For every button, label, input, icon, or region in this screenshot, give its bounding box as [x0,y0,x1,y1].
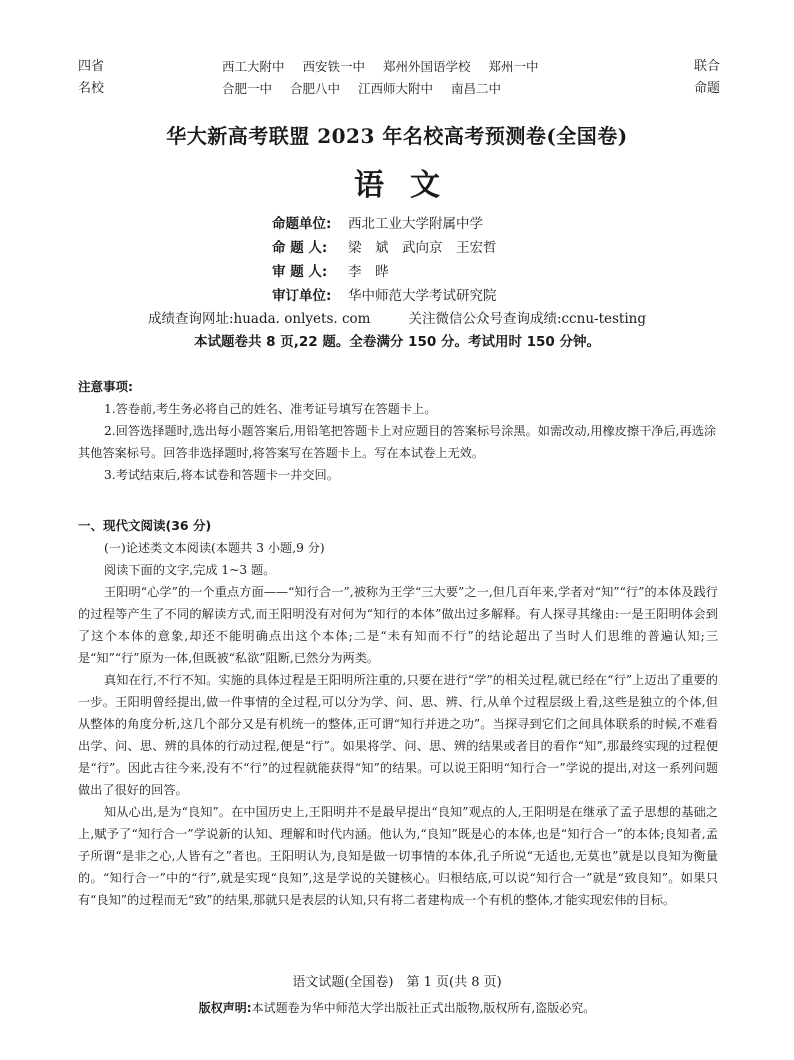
header-schools-row-1 [222,56,539,78]
header-schools [222,56,539,100]
credit-key: 命题单位: [272,216,332,232]
copyright-label: 版权声明: [198,1001,252,1015]
exam-title: 华大新高考联盟 2023 年名校高考预测卷(全国卷) [166,124,628,148]
credit-row [272,212,497,236]
passage-paragraph: 真知在行,不行不知。实施的具体过程是王阳明所注重的,只要在进行“学”的相关过程,就已经在“行”上迈出了重要的一步。王阳明曾经提出,做一件事情的全过程,可以分为学、问、思、辨、行,从单个过程层级上看,这些是独立的个体,但从整体的角度分析,这几个部分又是有机统一的整体,正可谓“知行并进之功”。当探寻到它们之间具体联系的时候,不难看出学、问、思、辨的具体的行动过程,便是“行”。如果将学、问、思、辨的结果或者目的看作“知”,那最终实现的过程便是“行”。因此古往今来,没有不“行”的过程就能获得“知”的结果。可以说王阳明“知行合一”学说的提出,对这一系列问题做出了很好的回答。 [78,673,718,797]
header-left-top: 四省 [78,59,105,74]
header-right [694,56,720,100]
school-name: 西工大附中 [222,59,285,74]
copyright-text: 本试题卷为华中师范大学出版社正式出版物,版权所有,盗版必究。 [251,1001,596,1015]
section-heading: 一、现代文阅读(36 分) [78,518,212,533]
school-name: 江西师大附中 [358,81,434,96]
header-schools-row-2 [222,78,539,100]
score-query-line [0,307,794,327]
credit-value: 西北工业大学附属中学 [348,216,483,232]
credit-value: 华中师范大学考试研究院 [348,288,497,304]
exam-info: 本试题卷共 8 页,22 题。全卷满分 150 分。考试用时 150 分钟。 [193,334,601,350]
notice-title: 注意事项: [78,379,133,394]
school-name: 郑州一中 [488,59,539,74]
credits-block [272,212,497,308]
credit-value: 李 晔 [348,264,389,280]
score-query-site: 成绩查询网址:huada. onlyets. com [148,311,371,327]
passage-paragraph: 王阳明“心学”的一个重点方面——“知行合一”,被称为王学“三大要”之一,但几百年来,学者对“知”“行”的本体及践行的过程等产生了不同的解读方式,而王阳明没有对何为“知行的本体”做出过多解释。有人探寻其缘由:一是王阳明体会到了这个本体的意象,却还不能明确点出这个本体;二是“未有知而不行”的结论超出了当时人们思维的普遍认知;三是“知”“行”原为一体,但既被“私欲”阻断,已然分为两类。 [78,585,718,665]
notice-item: 3.考试结束后,将本试卷和答题卡一并交回。 [104,468,339,482]
header-right-bottom: 命题 [693,81,720,96]
notice-block [78,376,718,486]
school-name: 南昌二中 [451,81,502,96]
copyright-notice [0,999,794,1016]
page-footer: 语文试题(全国卷) 第 1 页(共 8 页) [292,975,502,990]
school-name: 合肥一中 [222,81,273,96]
header-left [78,56,104,100]
section-instruction: 阅读下面的文字,完成 1~3 题。 [104,563,276,577]
credit-key: 审订单位: [272,288,332,304]
passage-paragraph: 知从心出,是为“良知”。在中国历史上,王阳明并不是最早提出“良知”观点的人,王阳明是在继承了孟子思想的基础之上,赋予了“知行合一”学说新的认知、理解和时代内涵。他认为,“良知”既是心的本体,也是“知行合一”的本体;良知者,孟子所谓“是非之心,人皆有之”者也。王阳明认为,良知是做一切事情的本体,孔子所说“无适也,无莫也”就是以良知为衡量的。“知行合一”中的“行”,就是实现“良知”,这是学说的关键核心。归根结底,可以说“知行合一”就是“致良知”。如果只有“良知”的过程而无“致”的结果,那就只是表层的认知,只有将二者建构成一个有机的整体,才能实现宏伟的目标。 [78,805,718,907]
credit-row [272,284,497,308]
credit-key: 审 题 人: [272,264,328,280]
credit-value: 梁 斌 武向京 王宏哲 [348,240,497,256]
credit-key: 命 题 人: [272,240,328,256]
reading-section [78,515,718,911]
subject-title: 语文 [354,168,466,203]
school-name: 西安铁一中 [302,59,366,74]
school-name: 合肥八中 [290,81,341,96]
score-query-wechat: 关注微信公众号查询成绩:ccnu-testing [408,311,646,327]
header-right-top: 联合 [693,59,720,74]
credit-row [272,260,497,284]
notice-item: 2.回答选择题时,选出每小题答案后,用铅笔把答题卡上对应题目的答案标号涂黑。如需改动,用橡皮擦干净后,再选涂其他答案标号。回答非选择题时,将答案写在答题卡上。写在本试卷上无效。 [78,424,717,460]
notice-item: 1.答卷前,考生务必将自己的姓名、准考证号填写在答题卡上。 [104,402,437,416]
school-name: 郑州外国语学校 [383,59,471,74]
credit-row [272,236,497,260]
section-subheading: (一)论述类文本阅读(本题共 3 小题,9 分) [104,541,325,555]
header-left-bottom: 名校 [78,81,105,96]
